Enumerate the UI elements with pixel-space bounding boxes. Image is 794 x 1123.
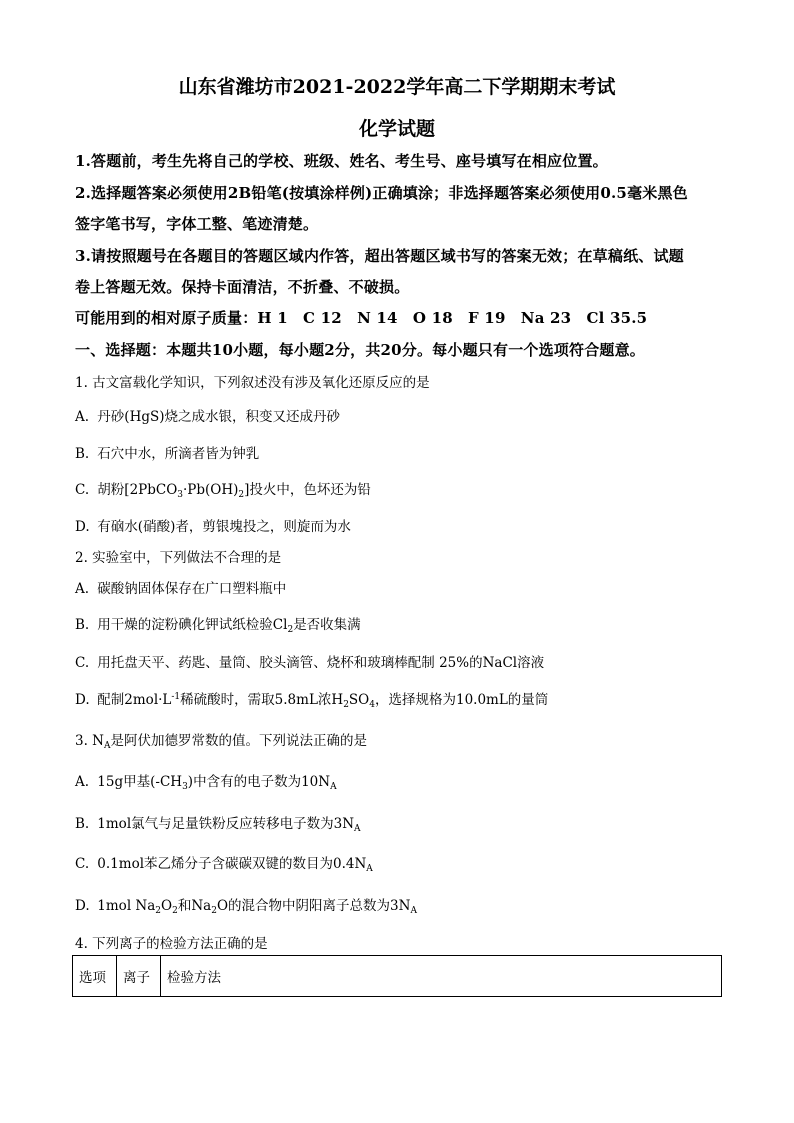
question-3-option-b [75,812,361,832]
table-header-ion: 离子 [117,956,161,997]
question-3-option-c [75,852,373,872]
option-text: O [161,898,173,914]
instruction-3-cont: 卷上答题无效。保持卡面清洁，不折叠、不破损。 [75,278,410,296]
option-text: ]投火中，色坏还为铅 [244,482,371,498]
question-1-option-a [75,405,340,425]
option-text: ，选择规格为10.0mL的量筒 [374,692,549,708]
instruction-1: 1.答题前，考生先将自己的学校、班级、姓名、考生号、座号填写在相应位置。 [75,152,608,170]
subscript: 3 [182,782,188,792]
question-2-option-a [75,577,286,597]
option-text: 和Na [177,898,212,914]
subscript: 3 [177,490,184,500]
option-label: C. [75,856,90,872]
option-text: )中含有的电子数为10N [187,774,331,790]
option-text: 15g甲基(-CH [97,774,183,790]
option-label: B. [75,446,90,462]
option-text: 1mol氯气与足量铁粉反应转移电子数为3N [97,816,355,832]
option-text: 用托盘天平、药匙、量筒、胶头滴管、烧杯和玻璃棒配制 25%的NaCl溶液 [97,655,545,671]
option-text: 有硇水(硝酸)者，剪银塊投之，则旋而为水 [97,519,351,535]
question-4-table [72,955,722,997]
atomic-masses: 可能用到的相对原子质量：H 1 C 12 N 14 O 18 F 19 Na 23 Cl 35.5 [75,309,648,327]
option-label: B. [75,816,90,832]
option-text: ·Pb(OH) [183,482,239,498]
option-text: 0.1mol苯乙烯分子含碳碳双键的数目为0.4N [97,856,367,872]
option-label: A. [75,581,90,597]
subscript: 2 [287,625,294,635]
question-1-stem: 1. 古文富载化学知识，下列叙述没有涉及氧化还原反应的是 [75,375,430,391]
table-header-option: 选项 [73,956,117,997]
question-2-stem: 2. 实验室中，下列做法不合理的是 [75,550,282,566]
question-3-stem [75,729,367,749]
subscript: 2 [155,906,162,916]
question-3-option-d [75,894,417,914]
question-1-option-b [75,442,259,462]
option-label: D. [75,519,90,535]
subscript: 2 [211,906,217,916]
subscript: 2 [343,700,349,710]
subscript: A [366,864,373,874]
stem-text: 3. N [75,733,104,749]
page-subtitle: 化学试题 [358,118,435,140]
subscript: 2 [172,906,178,916]
option-label: D. [75,692,90,708]
question-2-option-d [75,688,548,708]
table-header-method: 检验方法 [161,956,722,997]
instruction-2: 2.选择题答案必须使用2B铅笔(按填涂样例)正确填涂；非选择题答案必须使用0.5毫米黑色 [75,184,688,202]
question-1-option-d [75,515,351,535]
option-text: O的混合物中阴阳离子总数为3N [216,898,411,914]
subscript: 2 [238,490,245,500]
question-1-option-c [75,478,371,498]
question-2-option-b [75,613,361,633]
instruction-3: 3.请按照题号在各题目的答题区域内作答，超出答题区域书写的答案无效；在草稿纸、试题 [75,247,684,265]
option-label: A. [75,774,90,790]
option-text: 用干燥的淀粉碘化钾试纸检验Cl [97,617,288,633]
option-text: 石穴中水，所滴者皆为钟乳 [97,446,260,462]
option-label: C. [75,655,90,671]
option-text: SO [348,692,370,708]
option-text: 配制2mol·L [97,692,172,708]
section-heading: 一、选择题：本题共10小题，每小题2分，共20分。每小题只有一个选项符合题意。 [75,341,645,359]
subscript: 4 [369,700,375,710]
option-label: C. [75,482,90,498]
option-text: 胡粉[2PbCO [97,482,178,498]
question-3-option-a [75,770,337,790]
option-label: B. [75,617,90,633]
option-text: 是否收集满 [293,617,361,633]
page-title: 山东省潍坊市2021-2022学年高二下学期期末考试 [178,76,616,98]
subscript: A [330,782,337,792]
subscript: A [103,741,111,751]
question-4-stem: 4. 下列离子的检验方法正确的是 [75,936,268,952]
table-header-row [73,956,722,997]
option-text: 丹砂(HgS)烧之成水银，积变又还成丹砂 [97,409,340,425]
stem-text: 是阿伏加德罗常数的值。下列说法正确的是 [110,733,367,749]
superscript: -1 [171,692,181,702]
subscript: A [354,824,361,834]
option-text: 稀硫酸时，需取5.8mL浓H [180,692,344,708]
option-label: D. [75,898,90,914]
instruction-2-cont: 签字笔书写，字体工整、笔迹清楚。 [75,215,319,233]
question-2-option-c [75,651,544,671]
option-text: 碳酸钠固体保存在广口塑料瓶中 [97,581,287,597]
option-label: A. [75,409,90,425]
subscript: A [410,906,417,916]
option-text: 1mol Na [97,898,156,914]
